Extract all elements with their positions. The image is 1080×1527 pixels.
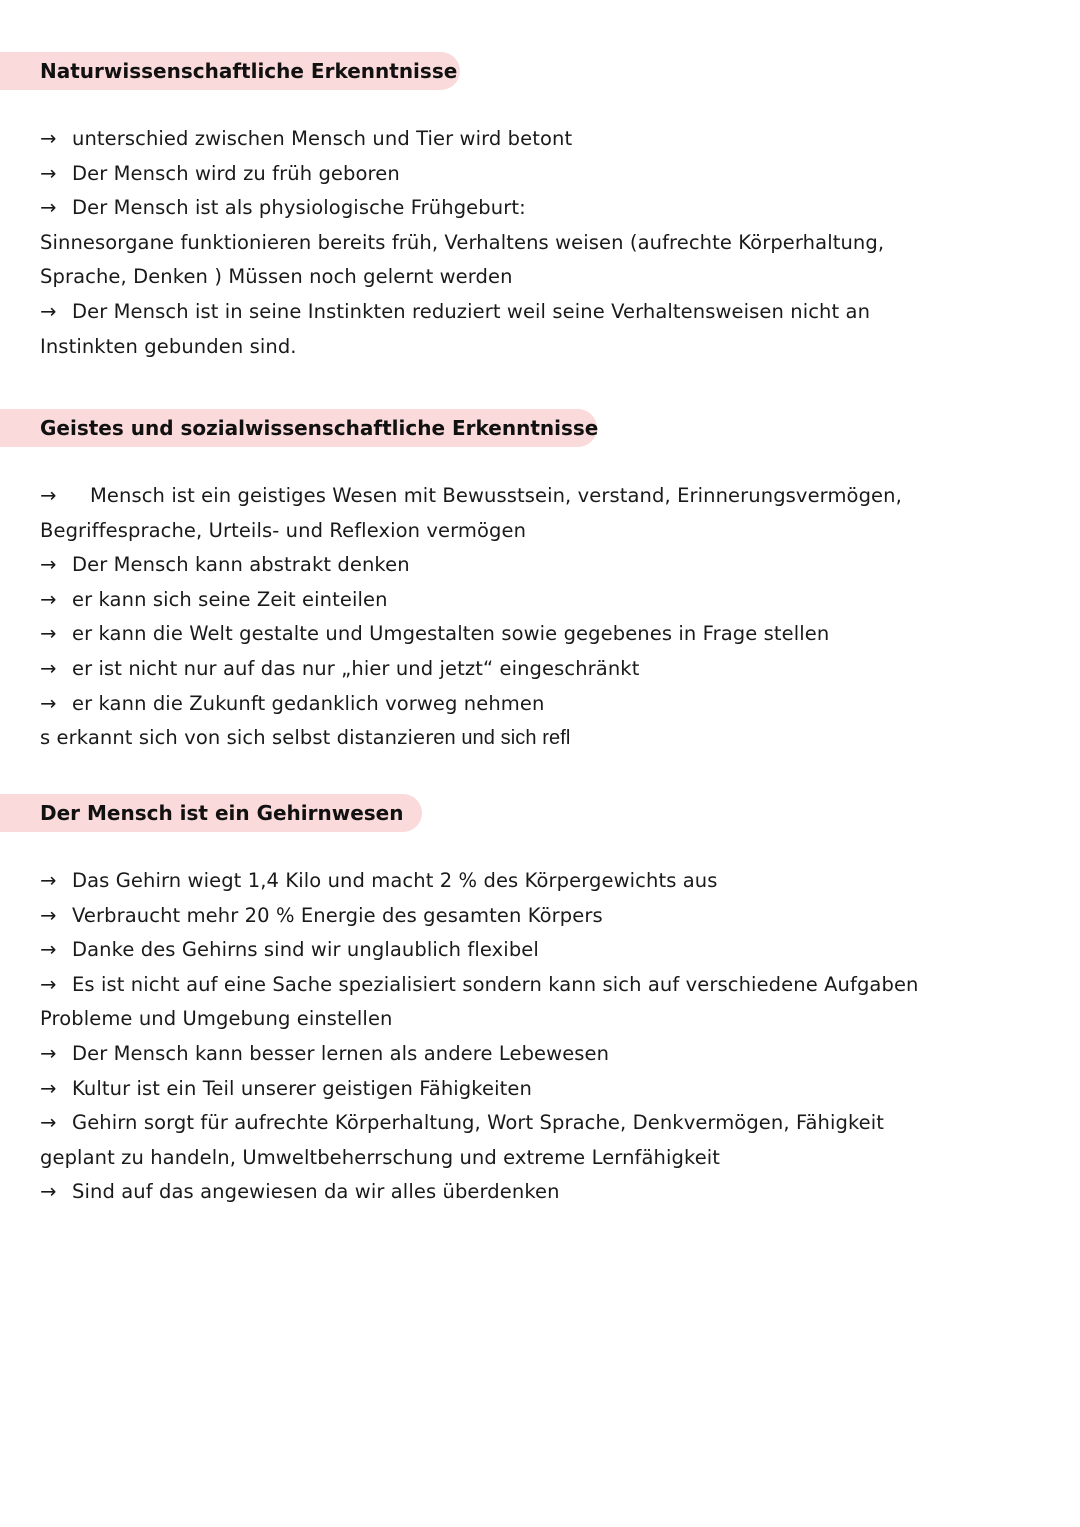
line-text: er kann die Welt gestalte und Umgestalten sowie gegebenes in Frage stellen <box>72 622 830 646</box>
continuation-line <box>40 330 1020 365</box>
list-item <box>40 583 1020 618</box>
list-item <box>40 1106 1020 1141</box>
list-item <box>40 1037 1020 1072</box>
section-naturwissenschaftliche <box>0 52 1080 364</box>
line-text: Der Mensch kann abstrakt denken <box>72 553 410 577</box>
list-item <box>40 687 1020 722</box>
arrow-icon: → <box>40 1041 57 1065</box>
list-item <box>40 933 1020 968</box>
section-geistes-sozial <box>0 409 1080 756</box>
section-lines <box>0 479 1020 756</box>
line-text: s erkannt sich von sich selbst distanzier <box>40 726 434 750</box>
line-text: Kultur ist ein Teil unserer geistigen Fähigkeiten <box>72 1076 532 1100</box>
line-text: Sprache, Denken ) Müssen noch gelernt werden <box>40 265 513 289</box>
list-item <box>40 652 1020 687</box>
line-text-tail: en und sich refl <box>433 727 571 750</box>
line-text: Sind auf das angewiesen da wir alles überdenken <box>72 1180 560 1204</box>
line-text: Instinkten gebunden sind. <box>40 334 297 358</box>
continuation-line <box>40 260 1020 295</box>
arrow-icon: → <box>40 972 57 996</box>
list-item <box>40 968 1020 1003</box>
line-text: er kann sich seine Zeit einteilen <box>72 587 388 611</box>
arrow-icon: → <box>40 1076 57 1100</box>
arrow-icon: → <box>40 299 57 323</box>
line-text: Gehirn sorgt für aufrechte Körperhaltung, Wort Sprache, Denkvermögen, Fähigkeit <box>72 1111 885 1135</box>
continuation-line <box>40 721 1020 756</box>
list-item <box>40 899 1020 934</box>
list-item <box>40 1072 1020 1107</box>
line-text: Sinnesorgane funktionieren bereits früh, Verhaltens weisen (aufrechte Körperhaltung, <box>40 230 885 254</box>
list-item <box>40 479 1020 514</box>
section-heading-highlight <box>0 409 1080 447</box>
arrow-icon: → <box>40 484 57 507</box>
arrow-icon: → <box>40 196 57 220</box>
line-text: Der Mensch ist als physiologische Frühgeburt: <box>72 196 526 220</box>
line-text: Begriffesprache, Urteils- und Reflexion vermögen <box>40 518 527 542</box>
arrow-icon: → <box>40 161 57 185</box>
arrow-icon: → <box>40 1111 57 1135</box>
continuation-line <box>40 514 1020 549</box>
section-heading: Naturwissenschaftliche Erkenntnisse <box>40 59 458 83</box>
list-item <box>40 1175 1020 1210</box>
arrow-icon: → <box>40 691 57 715</box>
arrow-icon: → <box>40 553 57 577</box>
list-item <box>40 122 1020 157</box>
section-heading-highlight <box>0 52 1080 90</box>
line-text: Es ist nicht auf eine Sache spezialisiert sondern kann sich auf verschiedene Aufgaben <box>72 972 919 996</box>
list-item <box>40 617 1020 652</box>
arrow-icon: → <box>40 938 57 962</box>
list-item <box>40 548 1020 583</box>
line-text: Das Gehirn wiegt 1,4 Kilo und macht 2 % des Körpergewichts aus <box>72 869 718 892</box>
section-lines <box>0 122 1020 364</box>
arrow-icon: → <box>40 622 57 646</box>
continuation-line <box>40 1002 1020 1037</box>
line-text: Probleme und Umgebung einstellen <box>40 1007 393 1031</box>
list-item <box>40 864 1020 899</box>
line-text: er kann die Zukunft gedanklich vorweg nehmen <box>72 691 545 715</box>
section-lines <box>0 864 1020 1210</box>
continuation-line <box>40 226 1020 261</box>
arrow-icon: → <box>40 587 57 611</box>
arrow-icon: → <box>40 127 57 150</box>
line-text: er ist nicht nur auf das nur „hier und jetzt“ eingeschränkt <box>72 656 640 680</box>
line-text: unterschied zwischen Mensch und Tier wird betont <box>72 127 573 150</box>
list-item <box>40 157 1020 192</box>
section-heading: Geistes und sozialwissenschaftliche Erkenntnisse <box>40 416 599 440</box>
list-item <box>40 295 1020 330</box>
section-heading: Der Mensch ist ein Gehirnwesen <box>40 801 404 825</box>
section-heading-highlight <box>0 794 1080 832</box>
line-text: Mensch ist ein geistiges Wesen mit Bewusstsein, verstand, Erinnerungsvermögen, <box>90 484 902 507</box>
line-text: Der Mensch kann besser lernen als andere Lebewesen <box>72 1041 610 1065</box>
line-text: geplant zu handeln, Umweltbeherrschung und extreme Lernfähigkeit <box>40 1145 721 1169</box>
line-text: Danke des Gehirns sind wir unglaublich flexibel <box>72 938 539 962</box>
line-text: Der Mensch wird zu früh geboren <box>72 161 400 185</box>
arrow-icon: → <box>40 1180 57 1204</box>
line-text: Der Mensch ist in seine Instinkten reduziert weil seine Verhaltensweisen nicht an <box>72 299 871 323</box>
arrow-icon: → <box>40 869 57 892</box>
arrow-icon: → <box>40 903 57 927</box>
line-text: Verbraucht mehr 20 % Energie des gesamten Körpers <box>72 903 603 927</box>
arrow-icon: → <box>40 656 57 680</box>
section-gehirnwesen <box>0 794 1080 1210</box>
continuation-line <box>40 1141 1020 1176</box>
list-item <box>40 191 1020 226</box>
